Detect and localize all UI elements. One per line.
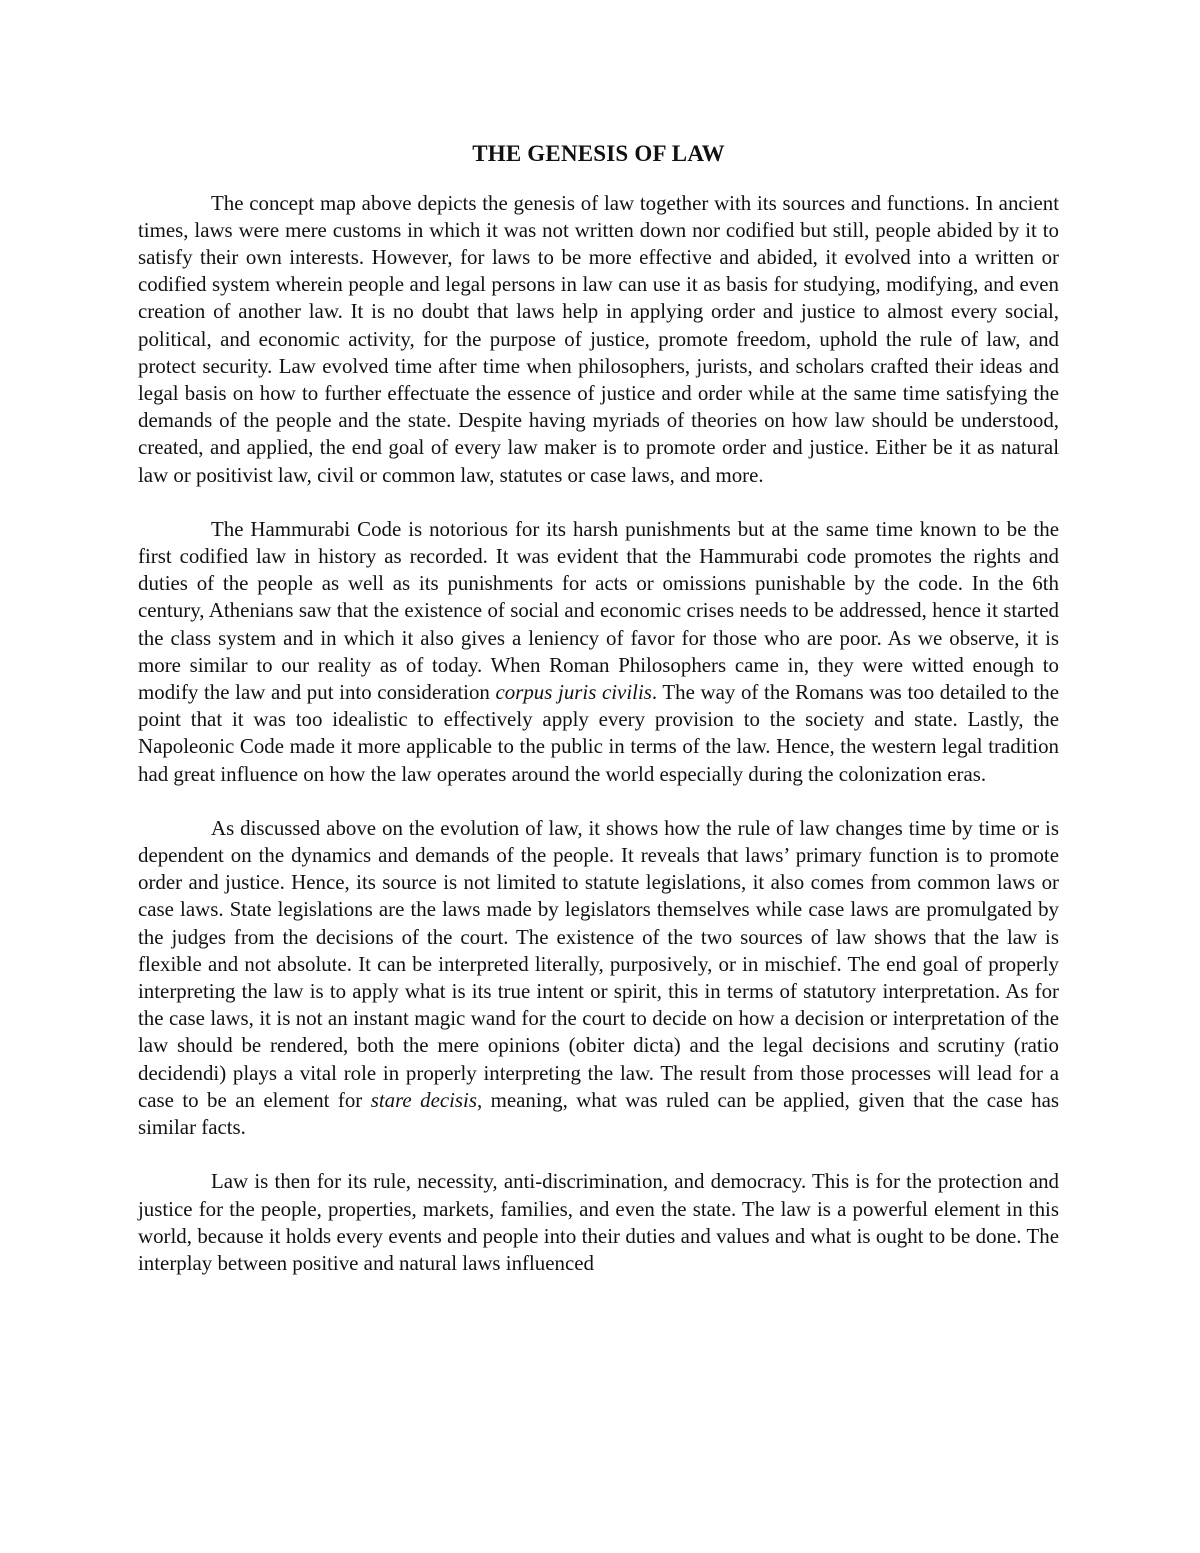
paragraph-1-text: The concept map above depicts the genesis of law together with its sources and functions. In ancient times, laws were mere customs in which it was not written down nor codified but still, people abided by it to satisfy their own interests. However, for laws to be more effective and abided, it evolved into a written or codified system wherein people and legal persons in law can use it as basis for studying, modifying, and even creation of another law. It is no doubt that laws help in applying order and justice to almost every social, political, and economic activity, for the purpose of justice, promote freedom, uphold the rule of law, and protect security. Law evolved time after time when philosophers, jurists, and scholars crafted their ideas and legal basis on how to further effectuate the essence of justice and order while at the same time satisfying the demands of the people and the state. Despite having myriads of theories on how law should be understood, created, and applied, the end goal of every law maker is to promote order and justice. Either be it as natural law or positivist law, civil or common law, statutes or case laws, and more. [138, 190, 1059, 487]
document-body [138, 140, 1059, 1277]
paragraph-3-text-start: As discussed above on the evolution of law, it shows how the rule of law changes time by time or is dependent on the dynamics and demands of the people. It reveals that laws’ primary function is to promote order and justice. Hence, its source is not limited to statute legislations, it also comes from common laws or case laws. State legislations are the laws made by legislators themselves while case laws are promulgated by the judges from the decisions of the court. The existence of the two sources of law shows that the law is flexible and not absolute. It can be interpreted literally, purposively, or in mischief. The end goal of properly interpreting the law is to apply what is its true intent or spirit, this in terms of statutory interpretation. As for the case laws, it is not an instant magic wand for the court to decide on how a decision or interpretation of the law should be rendered, both the mere opinions (obiter dicta) and the legal decisions and scrutiny (ratio decidendi) plays a vital role in properly interpreting the law. The result from those processes will lead for a case to be an element for [138, 815, 1059, 1112]
paragraph-3 [138, 815, 1059, 1141]
paragraph-4-text: Law is then for its rule, necessity, anti-discrimination, and democracy. This is for the protection and justice for the people, properties, markets, families, and even the state. The law is a powerful element in this world, because it holds every events and people into their duties and values and what is ought to be done. The interplay between positive and natural laws influenced [138, 1169, 1059, 1275]
paragraph-3-text-end: , meaning, what was ruled can be applied, given that the case has similar facts. [138, 1087, 1059, 1140]
latin-term-corpus-juris-civilis: corpus juris civilis [495, 680, 652, 705]
document-title: THE GENESIS OF LAW [472, 141, 725, 166]
paragraph-1 [138, 190, 1059, 489]
latin-term-stare-decisis: stare decisis [370, 1087, 477, 1112]
paragraph-2-text-start: The Hammurabi Code is notorious for its harsh punishments but at the same time known to be the first codified law in history as recorded. It was evident that the Hammurabi code promotes the rights and duties of the people as well as its punishments for acts or omissions punishable by the code. In the 6th century, Athenians saw that the existence of social and economic crises needs to be addressed, hence it started the class system and in which it also gives a leniency of favor for those who are poor. As we observe, it is more similar to our reality as of today. When Roman Philosophers came in, they were witted enough to modify the law and put into consideration [138, 516, 1059, 705]
paragraph-2 [138, 516, 1059, 788]
paragraph-4 [138, 1168, 1059, 1277]
paragraph-2-text-end: . The way of the Romans was too detailed to the point that it was too idealistic to effectively apply every provision to the society and state. Lastly, the Napoleonic Code made it more applicable to the public in terms of the law. Hence, the western legal tradition had great influence on how the law operates around the world especially during the colonization eras. [138, 680, 1059, 786]
